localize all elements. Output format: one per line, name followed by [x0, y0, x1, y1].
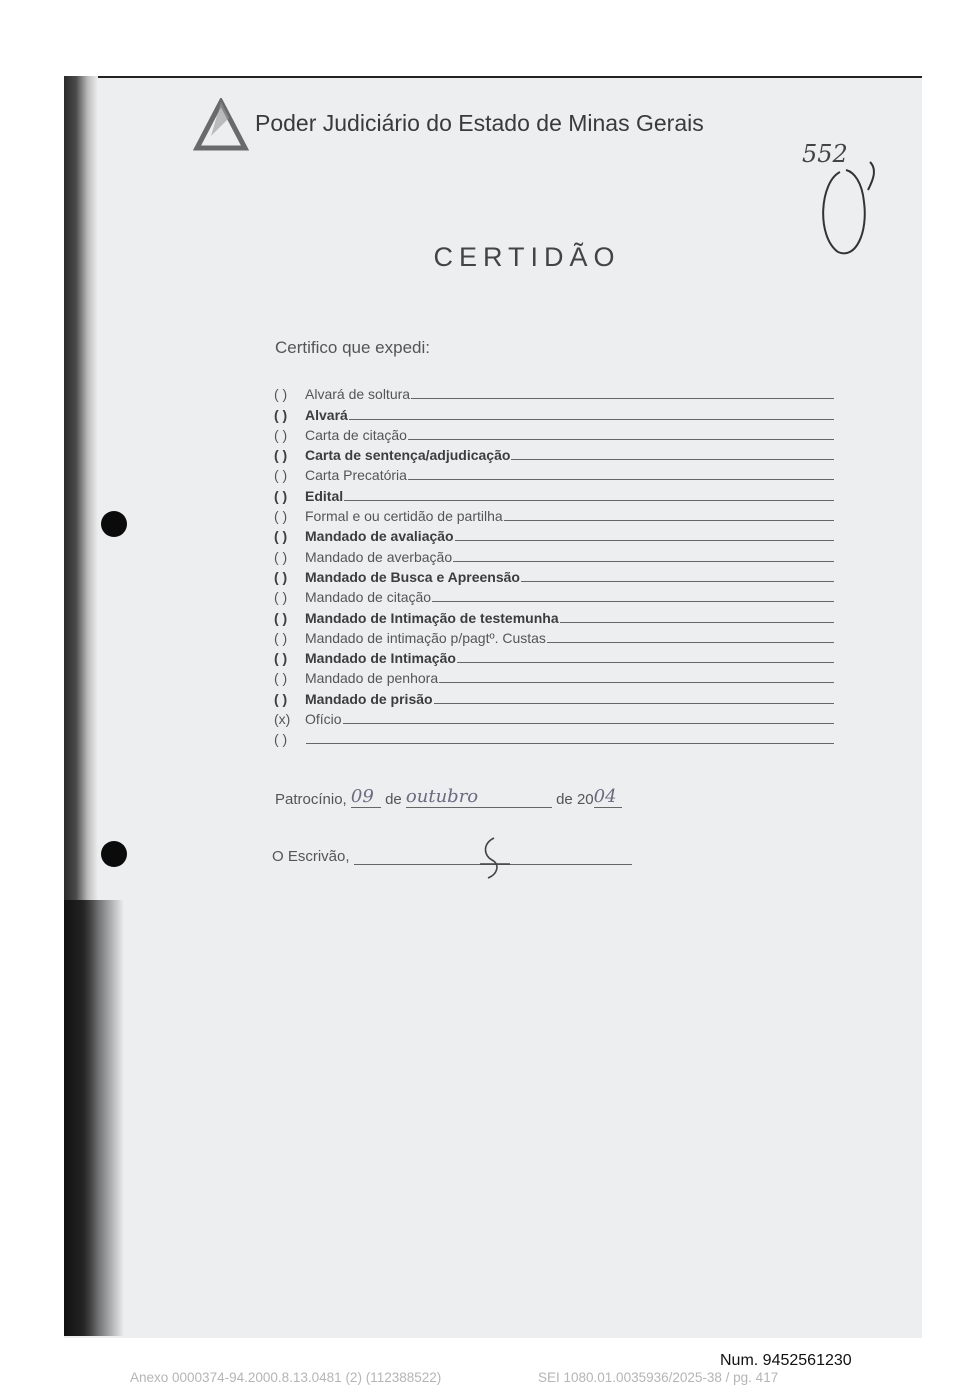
signature-line	[272, 848, 632, 865]
fill-line	[455, 540, 834, 541]
checklist-item	[274, 585, 834, 605]
checklist-item	[274, 544, 834, 564]
fill-line	[453, 561, 834, 562]
day-field	[351, 786, 381, 808]
punch-hole-bottom	[101, 841, 127, 867]
intro-text: Certifico que expedi:	[275, 338, 430, 357]
header	[193, 98, 833, 154]
fill-line	[457, 662, 834, 663]
checkbox-mark: ( )	[274, 629, 288, 646]
checklist-item-label: Edital	[305, 487, 344, 504]
fill-line	[344, 500, 834, 501]
checklist-item-label: Formal e ou certidão de partilha	[305, 508, 503, 525]
checkbox-mark: ( )	[274, 589, 288, 606]
year-prefix-label: de 20	[556, 791, 594, 808]
fill-line	[306, 743, 834, 744]
checklist-item	[274, 402, 834, 422]
checkbox-mark: ( )	[274, 487, 288, 504]
checkbox-mark: ( )	[274, 508, 288, 525]
checkbox-mark: ( )	[274, 406, 288, 423]
fill-line	[343, 723, 834, 724]
fill-line	[511, 459, 834, 460]
year-field	[594, 786, 622, 808]
checkbox-mark: (x)	[274, 711, 291, 728]
checklist-item-label: Carta Precatória	[305, 467, 407, 484]
checklist-item-label: Carta de sentença/adjudicação	[305, 447, 511, 464]
de-label: de	[385, 791, 402, 808]
organization-name: Poder Judiciário do Estado de Minas Gerais	[255, 110, 704, 136]
checklist-item-label: Alvará	[305, 406, 348, 423]
fill-line	[408, 479, 834, 480]
footer-sei-reference: SEI 1080.01.0035936/2025-38 / pg. 417	[538, 1370, 779, 1385]
checklist-item	[274, 666, 834, 686]
court-triangle-logo-icon	[193, 98, 249, 154]
checklist-item-label: Mandado de Intimação de testemunha	[305, 609, 559, 626]
checklist-item-label: Mandado de Intimação	[305, 650, 456, 667]
checklist-item-label: Alvará de soltura	[305, 386, 411, 403]
checklist-item-label: Mandado de citação	[305, 589, 432, 606]
checklist-item-label: Mandado de Busca e Apreensão	[305, 568, 520, 585]
checkbox-mark: ( )	[274, 609, 288, 626]
city-label: Patrocínio,	[275, 791, 347, 808]
fill-line	[560, 622, 834, 623]
checklist-item	[274, 565, 834, 585]
checklist-item-label: Ofício	[305, 711, 342, 728]
month-value: outubro	[405, 786, 479, 807]
month-field	[406, 786, 552, 808]
fill-line	[547, 642, 834, 643]
checkbox-mark: ( )	[274, 386, 288, 403]
handwritten-signature	[476, 834, 516, 882]
checklist-item	[274, 524, 834, 544]
checklist-item-label: Mandado de intimação p/pagtº. Custas	[305, 629, 546, 646]
checkbox-mark: ( )	[274, 426, 288, 443]
checkbox-mark: ( )	[274, 690, 288, 707]
fill-line	[521, 581, 834, 582]
checkbox-mark: ( )	[274, 670, 288, 687]
document-title: CERTIDÃO	[433, 242, 621, 272]
checklist-item-label: Mandado de prisão	[305, 690, 433, 707]
checklist-item	[274, 626, 834, 646]
checkbox-mark: ( )	[274, 650, 288, 667]
fill-line	[432, 601, 834, 602]
checklist-item	[274, 483, 834, 503]
checklist-item	[274, 707, 834, 727]
checkbox-mark: ( )	[274, 528, 288, 545]
year-value: 04	[593, 786, 617, 807]
fill-line	[411, 398, 834, 399]
checklist-item-label: Carta de citação	[305, 426, 407, 443]
checklist-item	[274, 443, 834, 463]
checklist-item	[274, 727, 834, 747]
footer-annex: Anexo 0000374-94.2000.8.13.0481 (2) (112388522)	[130, 1370, 442, 1385]
date-line	[275, 786, 622, 808]
checklist-item	[274, 423, 834, 443]
scan-torn-edge	[64, 900, 124, 1336]
checkbox-mark: ( )	[274, 568, 288, 585]
day-value: 09	[350, 786, 374, 807]
checklist-item-label: Mandado de avaliação	[305, 528, 454, 545]
checklist-item-label: Mandado de penhora	[305, 670, 439, 687]
checkbox-mark: ( )	[274, 447, 288, 464]
checklist-item-label: Mandado de averbação	[305, 548, 453, 565]
checklist-item	[274, 646, 834, 666]
checklist-item	[274, 382, 834, 402]
checklist-item	[274, 686, 834, 706]
fill-line	[349, 419, 834, 420]
fill-line	[434, 703, 834, 704]
fill-line	[439, 682, 834, 683]
checklist-item	[274, 504, 834, 524]
fill-line	[504, 520, 834, 521]
checklist-item	[274, 605, 834, 625]
checkbox-mark: ( )	[274, 467, 288, 484]
escrivao-label: O Escrivão,	[272, 848, 350, 865]
certificate-checklist	[274, 382, 834, 747]
document-number: Num. 9452561230	[720, 1352, 852, 1369]
checkbox-mark: ( )	[274, 548, 288, 565]
punch-hole-top	[101, 511, 127, 537]
page-number-text: 552	[802, 140, 848, 168]
checklist-item	[274, 463, 834, 483]
fill-line	[408, 439, 834, 440]
checkbox-mark: ( )	[274, 731, 288, 748]
